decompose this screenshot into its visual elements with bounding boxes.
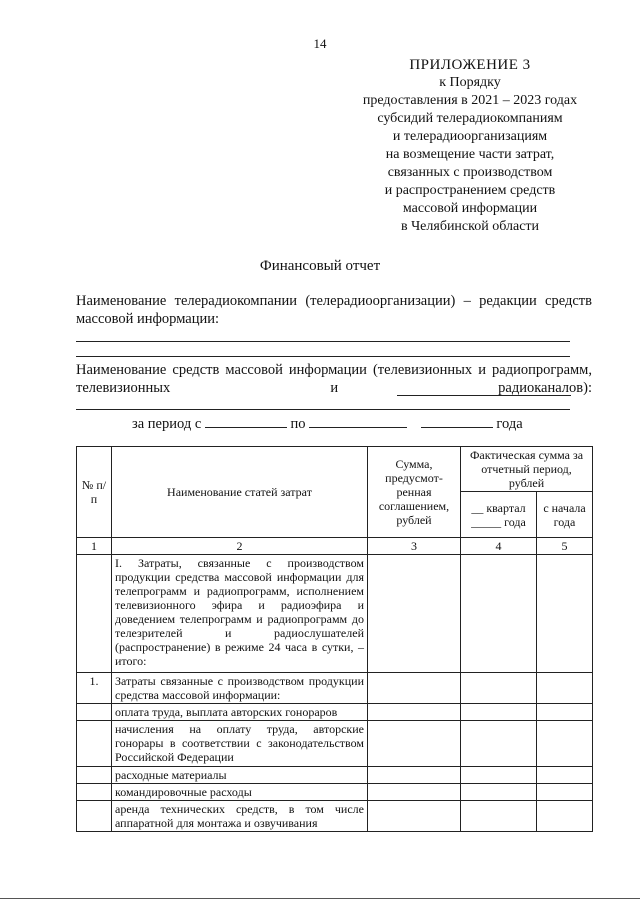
since-start-cell[interactable]: [537, 673, 593, 704]
appendix-line: связанных с производством: [387, 165, 553, 180]
period-prefix: за период с: [132, 416, 202, 432]
media-name-line-1[interactable]: [397, 395, 571, 396]
quarter-cell[interactable]: [461, 721, 537, 767]
appendix-line: в Челябинской области: [400, 219, 540, 234]
since-start-cell[interactable]: [537, 767, 593, 784]
appendix-title: ПРИЛОЖЕНИЕ 3: [409, 57, 531, 73]
appendix-line: к Порядку: [439, 75, 501, 90]
header-quarter: __ квартал _____ года: [461, 492, 537, 538]
row-name: оплата труда, выплата авторских гонораров: [112, 704, 368, 721]
sum-cell[interactable]: [368, 704, 461, 721]
company-name-line-2[interactable]: [76, 356, 570, 357]
row-num: [77, 801, 112, 832]
since-start-cell[interactable]: [537, 704, 593, 721]
media-name-line-2[interactable]: [76, 409, 570, 410]
company-name-line-1[interactable]: [76, 341, 570, 342]
period-year-field[interactable]: [421, 415, 493, 428]
header-actual: Фактическая сумма за отчетный период, рублей: [461, 447, 593, 492]
row-num: [77, 704, 112, 721]
period-end-field[interactable]: [309, 415, 407, 428]
row-num: [77, 784, 112, 801]
sum-cell[interactable]: [368, 784, 461, 801]
since-start-cell[interactable]: [537, 555, 593, 673]
document-title: Финансовый отчет: [259, 258, 381, 274]
table-row: [77, 767, 593, 784]
period-line: [132, 415, 523, 433]
appendix-line: и телерадиоорганизациям: [392, 129, 548, 144]
appendix-block: [340, 56, 600, 236]
column-number: 2: [112, 538, 368, 555]
media-name-label: Наименование средств массовой информации (телевизионных и радиопрограмм, телевизионных и радиоканалов):: [76, 362, 592, 396]
period-suffix: года: [496, 416, 523, 432]
table-row: [77, 721, 593, 767]
table-row: [77, 801, 593, 832]
since-start-cell[interactable]: [537, 721, 593, 767]
column-number: 3: [368, 538, 461, 555]
row-num: [77, 721, 112, 767]
appendix-line: на возмещение части затрат,: [385, 147, 555, 162]
row-name: расходные материалы: [112, 767, 368, 784]
table-row: [77, 673, 593, 704]
quarter-cell[interactable]: [461, 784, 537, 801]
column-number: 4: [461, 538, 537, 555]
table-row: [77, 784, 593, 801]
quarter-cell[interactable]: [461, 767, 537, 784]
quarter-cell[interactable]: [461, 673, 537, 704]
sum-cell[interactable]: [368, 801, 461, 832]
appendix-line: массовой информации: [402, 201, 538, 216]
appendix-line: предоставления в 2021 – 2023 годах: [362, 93, 578, 108]
header-name: Наименование статей затрат: [112, 447, 368, 538]
row-num: 1.: [77, 673, 112, 704]
row-num: [77, 767, 112, 784]
table-row: [77, 704, 593, 721]
since-start-cell[interactable]: [537, 784, 593, 801]
quarter-cell[interactable]: [461, 801, 537, 832]
row-name: начисления на оплату труда, авторские гонорары в соответствии с законодательством Российской Федерации: [112, 721, 368, 767]
row-name: командировочные расходы: [112, 784, 368, 801]
period-middle: по: [290, 416, 306, 432]
row-name: аренда технических средств, в том числе аппаратной для монтажа и озвучивания: [112, 801, 368, 832]
quarter-cell[interactable]: [461, 704, 537, 721]
company-name-label: Наименование телерадиокомпании (телерадиоорганизации) – редакции средств массовой информации:: [76, 293, 592, 327]
header-num: № п/п: [77, 447, 112, 538]
sum-cell[interactable]: [368, 673, 461, 704]
appendix-line: и распространением средств: [384, 183, 556, 198]
header-sum: Сумма, предусмот-ренная соглашением, рублей: [368, 447, 461, 538]
quarter-cell[interactable]: [461, 555, 537, 673]
period-start-field[interactable]: [205, 415, 287, 428]
row-num: [77, 555, 112, 673]
expense-table: [76, 446, 593, 832]
table-row: [77, 555, 593, 673]
header-since-start: с начала года: [537, 492, 593, 538]
column-number: 1: [77, 538, 112, 555]
column-number: 5: [537, 538, 593, 555]
sum-cell[interactable]: [368, 767, 461, 784]
page-number: 14: [313, 36, 327, 51]
sum-cell[interactable]: [368, 555, 461, 673]
row-name: Затраты связанные с производством продукции средства массовой информации:: [112, 673, 368, 704]
row-name: I. Затраты, связанные с производством продукции средства массовой информации для телепрограмм и радиопрограмм, исполнением телевизионного эфира и радиоэфира и доведением телепрограмм и радиопрограмм до телезрителей и радиослушателей (распространение) в режиме 24 часа в сутки, – итого:: [112, 555, 368, 673]
since-start-cell[interactable]: [537, 801, 593, 832]
page-bottom-divider: [0, 898, 640, 899]
appendix-line: субсидий телерадиокомпаниям: [377, 111, 563, 126]
sum-cell[interactable]: [368, 721, 461, 767]
